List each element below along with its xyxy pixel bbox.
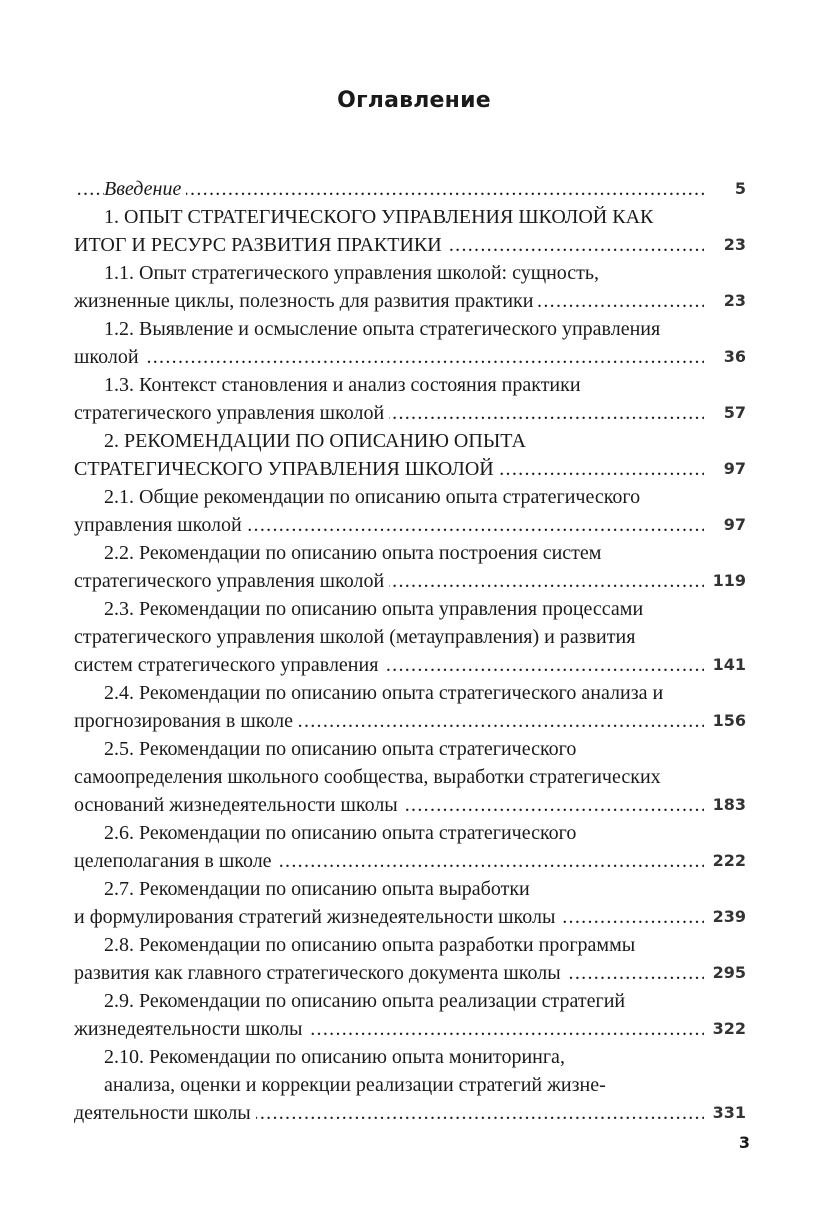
toc-page-number[interactable]: 295: [712, 963, 746, 982]
toc-page-number[interactable]: 5: [734, 179, 746, 198]
toc-entry-text: ИТОГ И РЕСУРС РАЗВИТИЯ ПРАКТИКИ: [74, 234, 447, 256]
toc-entry-text: 2.6. Рекомендации по описанию опыта стратегического: [104, 822, 581, 844]
toc-entry-line: [74, 678, 704, 708]
toc-page-number[interactable]: 36: [723, 347, 746, 366]
toc-entry-line: [74, 594, 704, 624]
toc-entry-line: [74, 202, 704, 232]
toc-entry-line: [74, 482, 704, 512]
toc-entry-text: самоопределения школьного сообщества, выработки стратегических: [74, 766, 666, 788]
toc-entry-line: [74, 174, 704, 204]
toc-entry-text: Введение: [104, 178, 186, 200]
toc-page-number[interactable]: 183: [712, 795, 746, 814]
toc-entry-line: [74, 538, 704, 568]
toc-entry-text: систем стратегического управления: [74, 654, 383, 676]
toc-entry-line: [74, 706, 704, 736]
toc-entry-text: деятельности школы: [74, 1102, 256, 1124]
toc-entry-text: и формулирования стратегий жизнедеятельности школы: [74, 906, 560, 928]
toc-entry-text: 2.8. Рекомендации по описанию опыта разработки программы: [104, 934, 640, 956]
toc-page-number[interactable]: 97: [723, 515, 746, 534]
toc-entry-text: 1.3. Контекст становления и анализ состояния практики: [104, 374, 586, 396]
toc-entry-text: 2.9. Рекомендации по описанию опыта реализации стратегий: [104, 990, 630, 1012]
toc-entry-text: жизненные циклы, полезность для развития практики: [74, 290, 538, 312]
toc-page-number[interactable]: 97: [723, 459, 746, 478]
toc-entry-text: школой: [74, 346, 144, 368]
toc-entry-text: оснований жизнедеятельности школы: [74, 794, 403, 816]
toc-entry-line: [74, 426, 704, 456]
toc-entry-line: [74, 790, 704, 820]
toc-entry-line: [74, 874, 704, 904]
toc-page-number[interactable]: 23: [723, 235, 746, 254]
toc-entry-line: [74, 230, 704, 260]
toc-page-number[interactable]: 239: [712, 907, 746, 926]
toc-entry-line: [74, 1014, 704, 1044]
toc-entry-line: [74, 1098, 704, 1128]
toc-entry-text: прогнозирования в школе: [74, 710, 298, 732]
toc-entry-line: [74, 510, 704, 540]
toc-entry-line: [74, 314, 704, 344]
toc-entry-text: стратегического управления школой: [74, 570, 389, 592]
toc-entry-text: 2.7. Рекомендации по описанию опыта выработки: [104, 878, 535, 900]
toc-entry-text: СТРАТЕГИЧЕСКОГО УПРАВЛЕНИЯ ШКОЛОЙ: [74, 458, 499, 480]
page-title: Оглавление: [337, 88, 491, 113]
toc-page-number[interactable]: 119: [712, 571, 746, 590]
toc-entry-text: 2. РЕКОМЕНДАЦИИ ПО ОПИСАНИЮ ОПЫТА: [104, 430, 531, 452]
toc-entry-text: развития как главного стратегического документа школы: [74, 962, 566, 984]
toc-page-number[interactable]: 156: [712, 711, 746, 730]
toc-entry-line: [74, 342, 704, 372]
toc-entry-line: [74, 286, 704, 316]
toc-page-number[interactable]: 322: [712, 1019, 746, 1038]
page-number: 3: [738, 1133, 750, 1152]
toc-entry-text: жизнедеятельности школы: [74, 1018, 308, 1040]
toc-page-number[interactable]: 23: [723, 291, 746, 310]
toc-page-number[interactable]: 141: [712, 655, 746, 674]
toc-entry-text: целеполагания в школе: [74, 850, 277, 872]
toc-entry-text: 1. ОПЫТ СТРАТЕГИЧЕСКОГО УПРАВЛЕНИЯ ШКОЛОЙ КАК: [104, 206, 658, 228]
toc-entry-text: 2.2. Рекомендации по описанию опыта построения систем: [104, 542, 606, 564]
toc-entry-text: 2.10. Рекомендации по описанию опыта мониторинга,: [104, 1046, 570, 1068]
toc-page-number[interactable]: 331: [712, 1103, 746, 1122]
toc-page-number[interactable]: 222: [712, 851, 746, 870]
toc-entry-text: управления школой: [74, 514, 247, 536]
toc-entry-line: [74, 986, 704, 1016]
toc-entry-text: 2.4. Рекомендации по описанию опыта стратегического анализа и: [104, 682, 668, 704]
toc-entry-text: 2.5. Рекомендации по описанию опыта стратегического: [104, 738, 581, 760]
toc-entry-text: анализа, оценки и коррекции реализации стратегий жизне-: [104, 1074, 611, 1096]
toc-entry-line: [74, 734, 704, 764]
toc-entry-line: [74, 818, 704, 848]
toc-entry-text: 2.1. Общие рекомендации по описанию опыта стратегического: [104, 486, 645, 508]
toc-entry-text: стратегического управления школой (метауправления) и развития: [74, 626, 640, 648]
toc-entry-line: [74, 902, 704, 932]
toc-entry-line: [74, 622, 704, 652]
toc-entry-text: 1.1. Опыт стратегического управления школой: сущность,: [104, 262, 604, 284]
toc-entry-line: [74, 846, 704, 876]
toc-entry-text: 2.3. Рекомендации по описанию опыта управления процессами: [104, 598, 648, 620]
toc-entry-text: 1.2. Выявление и осмысление опыта стратегического управления: [104, 318, 665, 340]
toc-entry-line: [74, 398, 704, 428]
toc-entry-line: [74, 1070, 704, 1100]
toc-entry-line: [74, 370, 704, 400]
toc-page-number[interactable]: 57: [723, 403, 746, 422]
toc-entry-line: [74, 1042, 704, 1072]
toc-entry-line: [74, 566, 704, 596]
toc-entry-text: стратегического управления школой: [74, 402, 389, 424]
toc-entry-line: [74, 650, 704, 680]
toc-entry-line: [74, 454, 704, 484]
toc-entry-line: [74, 762, 704, 792]
toc-entry-line: [74, 258, 704, 288]
toc-entry-line: [74, 930, 704, 960]
toc-entry-line: [74, 958, 704, 988]
